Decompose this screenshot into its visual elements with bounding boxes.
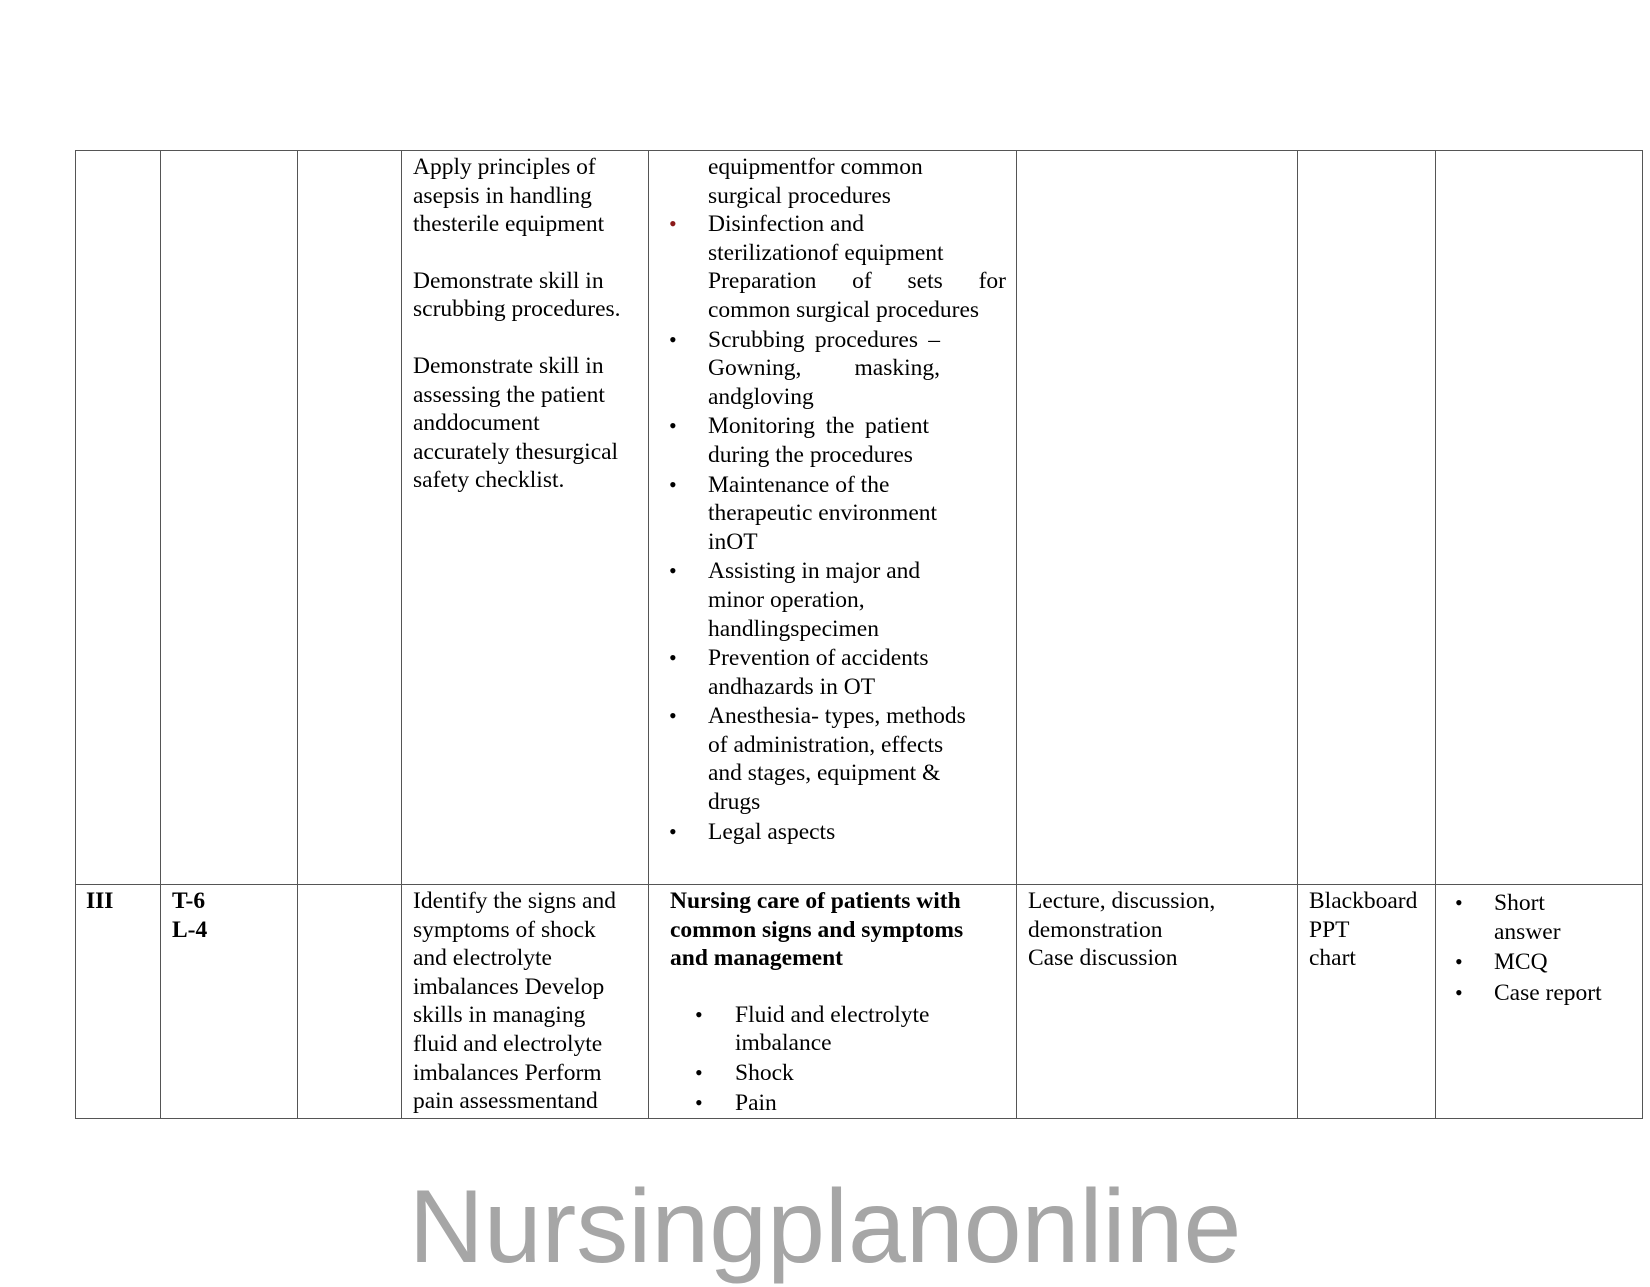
table-row — [76, 885, 1642, 1118]
bullet-icon: • — [669, 818, 677, 844]
objective-text: Demonstrate skill in scrubbing procedures. — [413, 267, 621, 323]
bullet-icon: • — [669, 703, 677, 729]
objective-text: Identify the signs and symptoms of shock and electrolyte imbalances Develop skills in managing fluid and electrolyte imbalances Perform pain assessmentand — [413, 888, 616, 1115]
list-item: • Scrubbing procedures – Gowning, masking, andgloving — [669, 326, 940, 410]
list-item: • Monitoring the patient during the procedures — [669, 413, 929, 468]
bullet-icon: • — [669, 471, 677, 497]
objectives-cell — [402, 151, 649, 884]
bullet-icon: • — [695, 1001, 703, 1027]
objectives-cell — [402, 885, 649, 1118]
bullet-icon: • — [695, 1059, 703, 1085]
assessment-cell — [1436, 151, 1642, 884]
unit-cell — [76, 885, 161, 1118]
assessment-cell — [1436, 885, 1642, 1118]
content-heading: Nursing care of patients with common signs and symptoms and management — [670, 888, 964, 972]
empty-cell — [298, 885, 402, 1118]
method-item: Lecture, discussion, — [1028, 888, 1216, 914]
list-item: • Prevention of accidents andhazards in OT — [669, 645, 929, 700]
bullet-icon: • — [1455, 979, 1463, 1005]
time-cell — [161, 885, 298, 1118]
list-item: • Shock — [695, 1059, 794, 1086]
content-cell — [649, 151, 1017, 884]
list-item: • MCQ — [1455, 949, 1548, 976]
methods-cell — [1017, 151, 1298, 884]
aid-item: chart — [1309, 945, 1356, 972]
list-item: • Assisting in major and minor operation, handlingspecimen — [669, 558, 921, 642]
aid-item: PPT — [1309, 916, 1350, 943]
lab-hours: L-4 — [172, 916, 208, 943]
list-item: Preparation of sets for common surgical procedures — [708, 268, 1006, 323]
bullet-icon: • — [669, 558, 677, 584]
list-item: • Case report — [1455, 979, 1602, 1006]
time-cell — [161, 151, 298, 884]
bullet-icon: • — [669, 413, 677, 439]
assessment-list — [1436, 889, 1642, 1007]
list-item: • Fluid and electrolyte imbalance — [695, 1001, 930, 1057]
content-list — [649, 210, 1006, 846]
empty-cell — [298, 151, 402, 884]
methods-cell — [1017, 885, 1298, 1118]
method-item: Case discussion — [1028, 945, 1178, 972]
list-item: • Maintenance of the therapeutic environment inOT — [669, 471, 938, 555]
list-item: • Disinfection and sterilizationof equipment — [669, 211, 944, 266]
unit-number: III — [86, 888, 114, 914]
theory-hours: T-6 — [172, 888, 206, 914]
list-item: • Legal aspects — [669, 818, 836, 845]
content-cell — [649, 885, 1017, 1118]
method-item: demonstration — [1028, 916, 1163, 943]
list-item: • Short answer — [1455, 890, 1561, 945]
objective-text: Demonstrate skill in assessing the patient anddocument accurately thesurgical safety checklist. — [413, 352, 619, 494]
aids-cell — [1298, 885, 1436, 1118]
bullet-icon: • — [669, 326, 677, 352]
content-continuation: equipmentfor common surgical procedures — [708, 154, 923, 209]
table-row — [76, 151, 1642, 885]
bullet-icon: • — [695, 1089, 703, 1115]
bullet-icon: • — [1455, 949, 1463, 975]
bullet-icon: • — [1455, 890, 1463, 915]
syllabus-table — [75, 150, 1643, 1119]
watermark-text: Nursingplanonline — [408, 1169, 1242, 1285]
aids-cell — [1298, 151, 1436, 884]
unit-cell — [76, 151, 161, 884]
objective-text: Apply principles of asepsis in handling thesterile equipment — [413, 154, 605, 238]
content-list — [649, 1001, 1016, 1117]
bullet-icon: • — [669, 645, 677, 671]
aid-item: Blackboard — [1309, 888, 1418, 914]
bullet-icon: • — [669, 211, 677, 237]
list-item: • Anesthesia- types, methods of administration, effects and stages, equipment & drugs — [669, 703, 966, 816]
list-item: • Pain — [695, 1089, 777, 1116]
